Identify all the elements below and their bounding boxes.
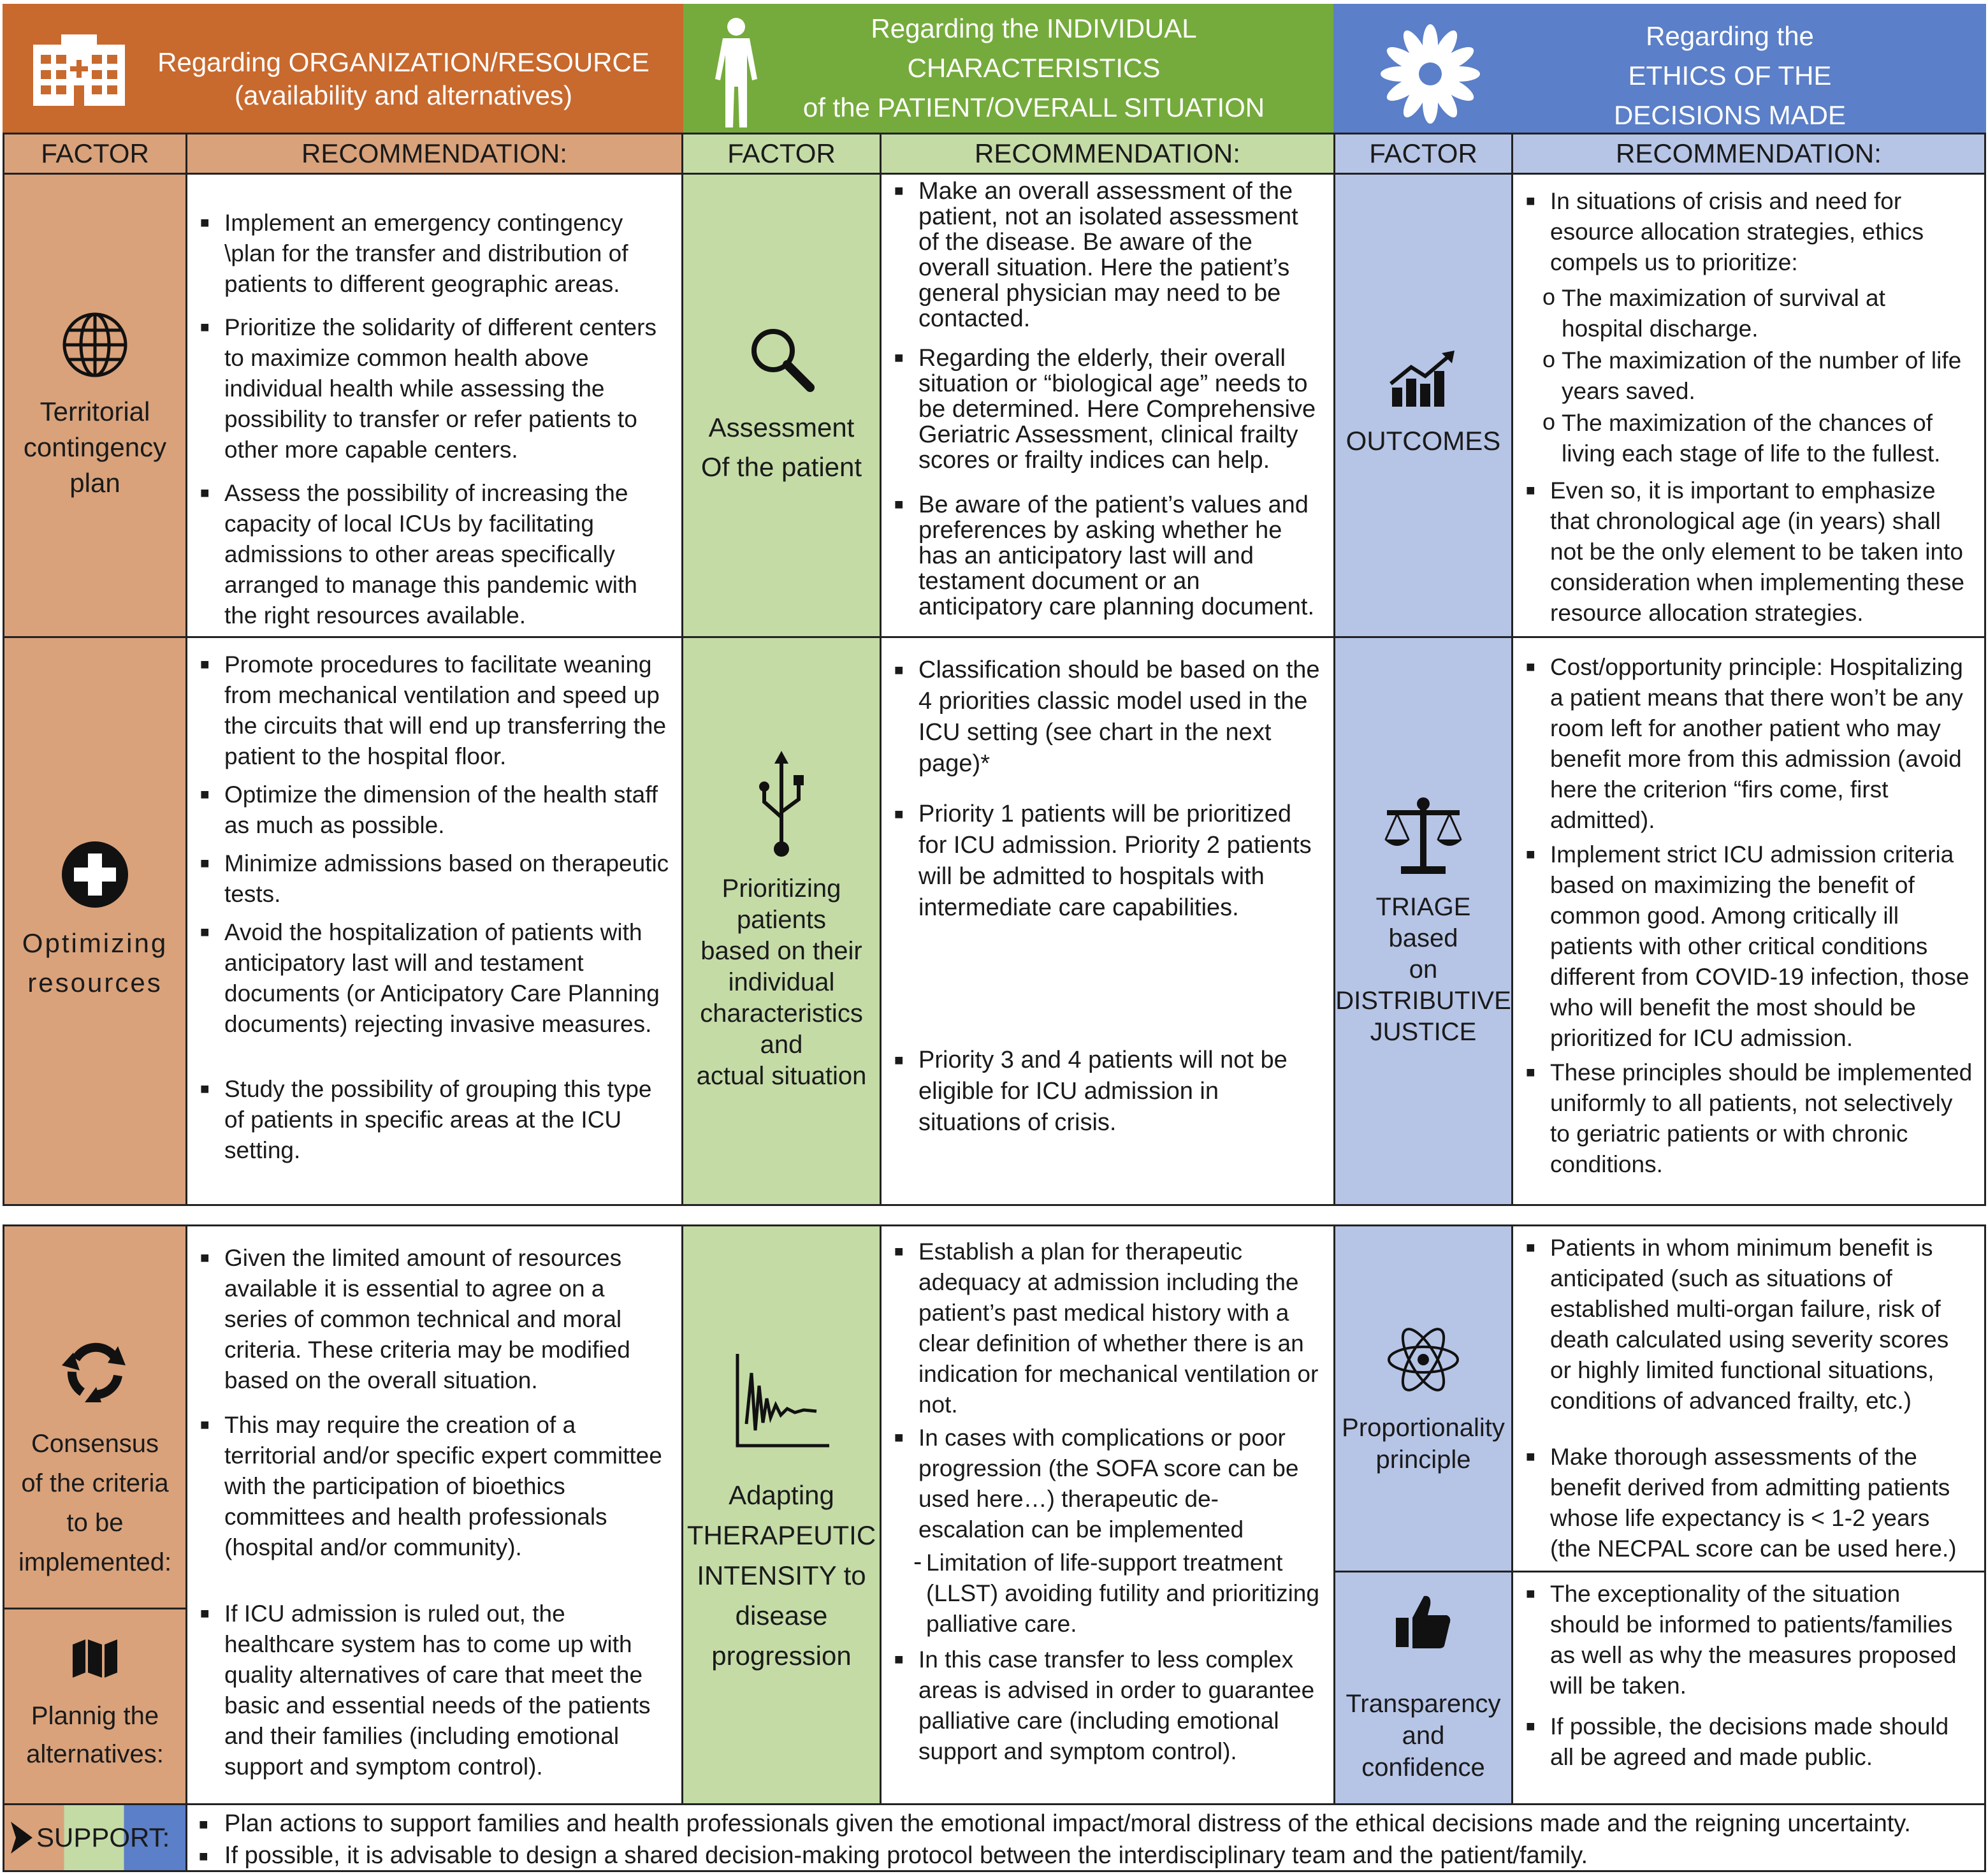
factor-label: Plannig the alternatives: — [26, 1702, 164, 1768]
factor-label: Prioritizing patients based on their individual characteristics and actual situation — [696, 874, 867, 1090]
factor-label: Consensus of the criteria to be implemented: — [18, 1430, 172, 1576]
recommendation-territorial — [185, 173, 683, 638]
recommendation-transparency — [1511, 1571, 1986, 1805]
atom-icon — [1385, 1321, 1462, 1398]
recommendation-item: ■ Classification should be based on the 4 priorities classic model used in the ICU setting (see chart in the next page)* — [894, 655, 1322, 780]
recommendation-subitem: - Limitation of life-support treatment (LLST) avoiding futility and prioritizing palliative care. — [894, 1548, 1322, 1639]
recommendation-item: ■ Establish a plan for therapeutic adequacy at admission including the patient’s past medical history with a clear definition of whether there is an indication for mechanical ventilation or not. — [894, 1237, 1322, 1420]
recommendation-item: ■ If possible, the decisions made should all be agreed and made public. — [1526, 1711, 1973, 1773]
support-recommendations — [185, 1803, 1986, 1872]
support-label-cell — [3, 1803, 187, 1872]
factor-label: Optimizing resources — [22, 928, 168, 998]
recommendation-subitem: o The maximization of the chances of living each stage of life to the fullest. — [1526, 408, 1973, 469]
thumbs-up-icon — [1395, 1592, 1452, 1650]
recommendation-item: ■ In this case transfer to less complex areas is advised in order to guarantee palliative care (including emotional support and symptom control). — [894, 1645, 1322, 1767]
column-header-recommendation: RECOMMENDATION: — [1511, 133, 1986, 175]
factor-planning-alternatives — [3, 1608, 187, 1805]
recommendation-item: ■ In situations of crisis and need for esource allocation strategies, ethics compels us to prioritize: — [1526, 186, 1973, 278]
support-item: ■ Plan actions to support families and health professionals given the emotional impact/moral distress of the ethical decisions made and the reigning uncertainty. — [196, 1808, 1975, 1840]
factor-label: Assessment Of the patient — [700, 412, 862, 482]
support-label: SUPPORT: — [36, 1822, 170, 1852]
recommendation-item: ■ Optimize the dimension of the health staff as much as possible. — [200, 780, 670, 841]
header-organization — [3, 4, 683, 133]
recommendation-item: ■ Prioritize the solidarity of different centers to maximize common health above individual health while assessing the possibility to transfer or refer patients to other more capable centers. — [200, 312, 670, 465]
factor-label: TRIAGE based on DISTRIBUTIVE JUSTICE — [1335, 892, 1511, 1046]
column-header-factor: FACTOR — [3, 133, 187, 175]
recommendation-subitem: o The maximization of survival at hospital discharge. — [1526, 283, 1973, 344]
medical-cross-icon — [60, 839, 130, 910]
factor-triage-distributive-justice — [1333, 636, 1513, 1206]
recommendation-adapting — [880, 1224, 1335, 1805]
arrow-right-icon — [11, 1822, 33, 1854]
factor-optimizing-resources — [3, 636, 187, 1206]
recommendation-item: ■ Minimize admissions based on therapeutic tests. — [200, 848, 670, 910]
factor-label: Adapting THERAPEUTIC INTENSITY to disease progression — [686, 1480, 876, 1671]
recommendation-item: ■ Be aware of the patient’s values and preferences by asking whether he has an anticipatory last will and testament document or an anticipatory care planning document. — [894, 492, 1322, 620]
header-ethics — [1333, 4, 1986, 133]
recommendation-triage — [1511, 636, 1986, 1206]
recommendation-item: ■ Cost/opportunity principle: Hospitalizing a patient means that there won’t be any room left for another patient who may benefit more from this admission (avoid here the criterion “firs come, first admitted). — [1526, 652, 1973, 836]
map-icon — [73, 1639, 117, 1678]
factor-label: OUTCOMES — [1346, 426, 1501, 456]
recommendation-item: ■ Priority 3 and 4 patients will not be eligible for ICU admission in situations of crisis. — [894, 1045, 1322, 1138]
rising-chart-icon — [1388, 351, 1458, 408]
recommendation-item: ■ Even so, it is important to emphasize that chronological age (in years) shall not be the only element to be taken into consideration when implementing these resource allocation strategies. — [1526, 476, 1973, 628]
recommendation-assessment — [880, 173, 1335, 638]
factor-label: Transparency and confidence — [1346, 1690, 1501, 1782]
recommendation-item: ■ If ICU admission is ruled out, the healthcare system has to come up with quality alternatives of care that meet the basic and essential needs of the patients and their families (including emotional support and symptom control). — [200, 1599, 670, 1782]
factor-outcomes — [1333, 173, 1513, 638]
factor-label: Proportionality principle — [1342, 1414, 1505, 1474]
factor-assessment-of-patient — [681, 173, 882, 638]
globe-icon — [60, 310, 130, 380]
factor-proportionality-principle — [1333, 1224, 1513, 1573]
factor-territorial-contingency-plan — [3, 173, 187, 638]
recommendation-item: ■ Make thorough assessments of the benefit derived from admitting patients whose life expectancy is < 1-2 years (the NECPAL score can be used here.) — [1526, 1442, 1973, 1564]
usb-icon — [753, 751, 810, 859]
recommendation-item: ■ Regarding the elderly, their overall situation or “biological age” needs to be determined. Here Comprehensive Geriatric Assessment, clinical frailty scores or frailty indices can help. — [894, 345, 1322, 473]
recommendation-item: ■ Patients in whom minimum benefit is anticipated (such as situations of established multi-organ failure, risk of death calculated using severity scores or highly limited functional situations, conditions of advanced frailty, etc.) — [1526, 1233, 1973, 1416]
header-organization-title: Regarding ORGANIZATION/RESOURCE (availability and alternatives) — [157, 47, 649, 110]
recommendation-prioritizing — [880, 636, 1335, 1206]
column-header-recommendation: RECOMMENDATION: — [880, 133, 1335, 175]
factor-adapting-therapeutic-intensity — [681, 1224, 882, 1805]
recommendation-proportionality — [1511, 1224, 1986, 1573]
recommendation-item: ■ The exceptionality of the situation should be informed to patients/families as well as why the measures proposed will be taken. — [1526, 1579, 1973, 1701]
recommendation-optimizing — [185, 636, 683, 1206]
recommendation-consensus-planning — [185, 1224, 683, 1805]
recommendation-item: ■ Avoid the hospitalization of patients with anticipatory last will and testament documents (or Anticipatory Care Planning documents) rejecting invasive measures. — [200, 917, 670, 1040]
recommendation-item: ■ Assess the possibility of increasing the capacity of local ICUs by facilitating admissions to other areas specifically arranged to manage this pandemic with the right resources available. — [200, 478, 670, 631]
magnifier-icon — [746, 324, 816, 394]
hospital-building-icon — [28, 32, 130, 108]
recommendation-item: ■ This may require the creation of a territorial and/or specific expert committee with the participation of bioethics committees and health professionals (hospital and/or community). — [200, 1410, 670, 1563]
factor-prioritizing-patients — [681, 636, 882, 1206]
header-ethics-title: Regarding the ETHICS OF THE DECISIONS MADE — [1613, 21, 1847, 130]
damped-wave-chart-icon — [734, 1354, 829, 1449]
recommendation-item: ■ Implement strict ICU admission criteria based on maximizing the benefit of common good. Among critically ill patients with other critical conditions different from COVID-19 infection, those who will benefit the most should be prioritized for ICU admission. — [1526, 839, 1973, 1054]
recommendation-item: ■ Given the limited amount of resources available it is essential to agree on a series of common technical and moral criteria. These criteria may be modified based on the overall situation. — [200, 1243, 670, 1396]
recommendation-item: ■ Priority 1 patients will be prioritized for ICU admission. Priority 2 patients will be admitted to hospitals with intermediate care capabilities. — [894, 799, 1322, 924]
recycle-arrows-icon — [57, 1333, 133, 1410]
column-header-factor: FACTOR — [1333, 133, 1513, 175]
recommendation-item: ■ Study the possibility of grouping this type of patients in specific areas at the ICU setting. — [200, 1074, 670, 1166]
column-header-factor: FACTOR — [681, 133, 882, 175]
recommendation-subitem: o The maximization of the number of life years saved. — [1526, 345, 1973, 407]
recommendation-item: ■ These principles should be implemented uniformly to all patients, not selectively to geriatric patients or with chronic conditions. — [1526, 1057, 1973, 1180]
column-header-recommendation: RECOMMENDATION: — [185, 133, 683, 175]
factor-consensus-criteria — [3, 1224, 187, 1609]
header-individual-title: Regarding the INDIVIDUAL CHARACTERISTICS of the PATIENT/OVERALL SITUATION — [802, 13, 1265, 122]
justice-scales-icon — [1382, 795, 1465, 878]
recommendation-outcomes — [1511, 173, 1986, 638]
recommendation-item: ■ Make an overall assessment of the patient, not an isolated assessment of the disease. Be aware of the overall situation. Here the patient’s general physician may need to be contacted. — [894, 178, 1322, 331]
factor-transparency-confidence — [1333, 1571, 1513, 1805]
person-silhouette-icon — [711, 15, 761, 130]
header-individual — [683, 4, 1333, 133]
factor-label: Territorial contingency plan — [23, 396, 167, 498]
recommendation-item: ■ Implement an emergency contingency \plan for the transfer and distribution of patients to different geographic areas. — [200, 208, 670, 300]
recommendation-item: ■ In cases with complications or poor progression (the SOFA score can be used here…) therapeutic de-escalation can be implemented — [894, 1423, 1322, 1545]
recommendation-item: ■ Promote procedures to facilitate weaning from mechanical ventilation and speed up the circuits that will end up transferring the patient to the hospital floor. — [200, 650, 670, 772]
daisy-flower-icon — [1379, 23, 1481, 125]
support-item: ■ If possible, it is advisable to design a shared decision-making protocol between the interdisciplinary team and the patient/family. — [196, 1840, 1975, 1871]
